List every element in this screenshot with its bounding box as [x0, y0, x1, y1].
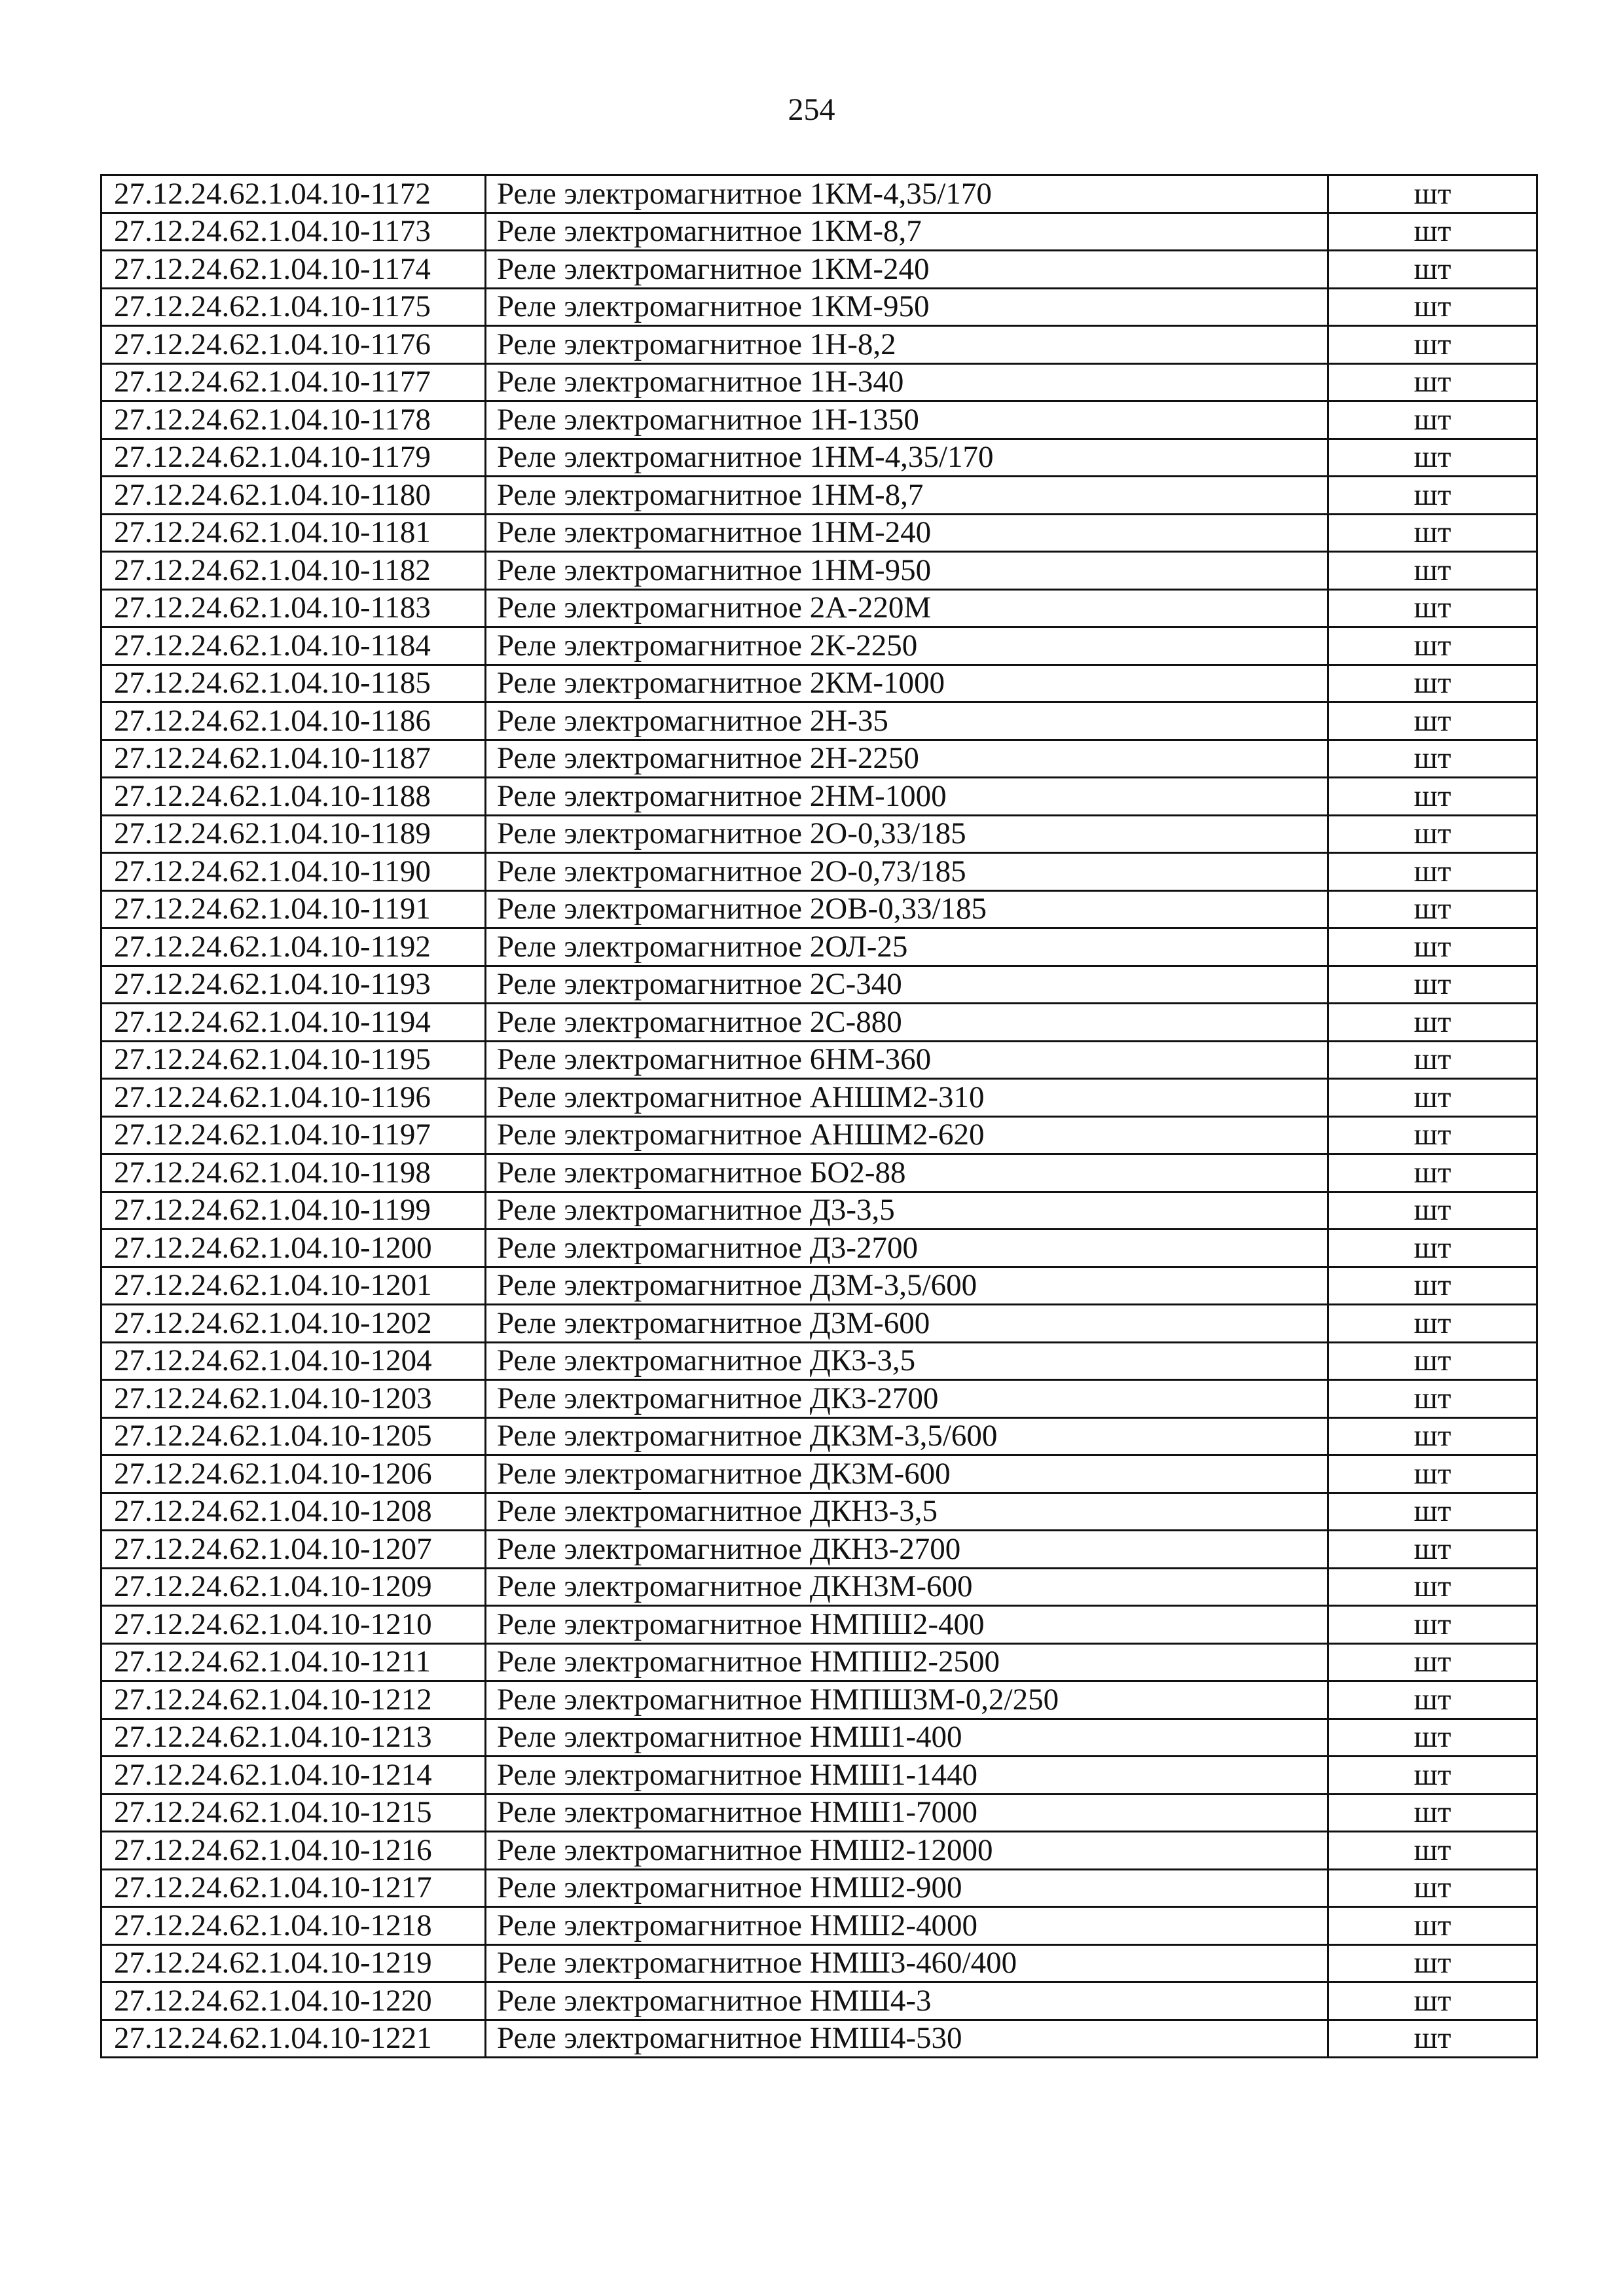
- table-row: [101, 1380, 1537, 1418]
- code-cell: 27.12.24.62.1.04.10-1208: [101, 1493, 486, 1531]
- code-cell: 27.12.24.62.1.04.10-1189: [101, 815, 486, 853]
- name-cell: Реле электромагнитное НМШ1-400: [486, 1719, 1328, 1757]
- name-cell: Реле электромагнитное НМПШ2-2500: [486, 1643, 1328, 1681]
- code-cell: 27.12.24.62.1.04.10-1177: [101, 363, 486, 401]
- name-cell: Реле электромагнитное АНШМ2-620: [486, 1116, 1328, 1154]
- name-cell: Реле электромагнитное 2О-0,33/185: [486, 815, 1328, 853]
- code-cell: 27.12.24.62.1.04.10-1221: [101, 2020, 486, 2058]
- unit-cell: шт: [1328, 251, 1537, 289]
- name-cell: Реле электромагнитное 1КМ-240: [486, 251, 1328, 289]
- code-cell: 27.12.24.62.1.04.10-1176: [101, 326, 486, 364]
- code-cell: 27.12.24.62.1.04.10-1216: [101, 1832, 486, 1870]
- unit-cell: шт: [1328, 1079, 1537, 1117]
- table-row: [101, 966, 1537, 1004]
- unit-cell: шт: [1328, 740, 1537, 778]
- table-row: [101, 251, 1537, 289]
- table-row: [101, 1493, 1537, 1531]
- code-cell: 27.12.24.62.1.04.10-1178: [101, 401, 486, 439]
- unit-cell: шт: [1328, 1606, 1537, 1644]
- unit-cell: шт: [1328, 815, 1537, 853]
- code-cell: 27.12.24.62.1.04.10-1193: [101, 966, 486, 1004]
- name-cell: Реле электромагнитное ДКН3-3,5: [486, 1493, 1328, 1531]
- name-cell: Реле электромагнитное НМШ1-1440: [486, 1757, 1328, 1795]
- code-cell: 27.12.24.62.1.04.10-1210: [101, 1606, 486, 1644]
- table-body: [101, 175, 1537, 2058]
- unit-cell: шт: [1328, 1907, 1537, 1945]
- table-row: [101, 552, 1537, 590]
- table-row: [101, 477, 1537, 515]
- unit-cell: шт: [1328, 853, 1537, 891]
- name-cell: Реле электромагнитное 1Н-340: [486, 363, 1328, 401]
- code-cell: 27.12.24.62.1.04.10-1211: [101, 1643, 486, 1681]
- unit-cell: шт: [1328, 213, 1537, 251]
- table-row: [101, 1757, 1537, 1795]
- table-row: [101, 778, 1537, 816]
- name-cell: Реле электромагнитное 1КМ-8,7: [486, 213, 1328, 251]
- table-row: [101, 740, 1537, 778]
- unit-cell: шт: [1328, 1041, 1537, 1079]
- unit-cell: шт: [1328, 1794, 1537, 1832]
- unit-cell: шт: [1328, 401, 1537, 439]
- unit-cell: шт: [1328, 2020, 1537, 2058]
- name-cell: Реле электромагнитное АНШМ2-310: [486, 1079, 1328, 1117]
- unit-cell: шт: [1328, 1681, 1537, 1719]
- table-row: [101, 1041, 1537, 1079]
- page-number: 254: [788, 92, 835, 127]
- name-cell: Реле электромагнитное 1КМ-950: [486, 288, 1328, 326]
- unit-cell: шт: [1328, 1531, 1537, 1569]
- code-cell: 27.12.24.62.1.04.10-1215: [101, 1794, 486, 1832]
- name-cell: Реле электромагнитное НМШ4-530: [486, 2020, 1328, 2058]
- code-cell: 27.12.24.62.1.04.10-1182: [101, 552, 486, 590]
- code-cell: 27.12.24.62.1.04.10-1187: [101, 740, 486, 778]
- name-cell: Реле электромагнитное 1НМ-4,35/170: [486, 439, 1328, 477]
- table-row: [101, 514, 1537, 552]
- name-cell: Реле электромагнитное 2Н-2250: [486, 740, 1328, 778]
- unit-cell: шт: [1328, 1417, 1537, 1455]
- table-row: [101, 1267, 1537, 1305]
- table-row: [101, 589, 1537, 627]
- code-cell: 27.12.24.62.1.04.10-1199: [101, 1192, 486, 1230]
- unit-cell: шт: [1328, 1305, 1537, 1343]
- product-code-table: [100, 174, 1538, 2058]
- code-cell: 27.12.24.62.1.04.10-1202: [101, 1305, 486, 1343]
- unit-cell: шт: [1328, 928, 1537, 966]
- name-cell: Реле электромагнитное 2С-340: [486, 966, 1328, 1004]
- unit-cell: шт: [1328, 702, 1537, 740]
- table-row: [101, 853, 1537, 891]
- table-row: [101, 1455, 1537, 1493]
- unit-cell: шт: [1328, 175, 1537, 213]
- code-cell: 27.12.24.62.1.04.10-1183: [101, 589, 486, 627]
- unit-cell: шт: [1328, 966, 1537, 1004]
- name-cell: Реле электромагнитное НМПШ2-400: [486, 1606, 1328, 1644]
- name-cell: Реле электромагнитное ДК3-3,5: [486, 1342, 1328, 1380]
- table-row: [101, 175, 1537, 213]
- code-cell: 27.12.24.62.1.04.10-1198: [101, 1154, 486, 1192]
- name-cell: Реле электромагнитное НМШ4-3: [486, 1982, 1328, 2020]
- unit-cell: шт: [1328, 1380, 1537, 1418]
- code-cell: 27.12.24.62.1.04.10-1191: [101, 890, 486, 928]
- unit-cell: шт: [1328, 890, 1537, 928]
- code-cell: 27.12.24.62.1.04.10-1209: [101, 1568, 486, 1606]
- name-cell: Реле электромагнитное 2О-0,73/185: [486, 853, 1328, 891]
- table-row: [101, 401, 1537, 439]
- unit-cell: шт: [1328, 665, 1537, 702]
- code-cell: 27.12.24.62.1.04.10-1206: [101, 1455, 486, 1493]
- table-row: [101, 213, 1537, 251]
- table-row: [101, 1230, 1537, 1267]
- table-row: [101, 890, 1537, 928]
- table-row: [101, 1907, 1537, 1945]
- unit-cell: шт: [1328, 627, 1537, 665]
- unit-cell: шт: [1328, 1192, 1537, 1230]
- name-cell: Реле электромагнитное 1Н-8,2: [486, 326, 1328, 364]
- table-row: [101, 326, 1537, 364]
- name-cell: Реле электромагнитное 1НМ-950: [486, 552, 1328, 590]
- unit-cell: шт: [1328, 363, 1537, 401]
- name-cell: Реле электромагнитное 1Н-1350: [486, 401, 1328, 439]
- unit-cell: шт: [1328, 552, 1537, 590]
- code-cell: 27.12.24.62.1.04.10-1203: [101, 1380, 486, 1418]
- table-row: [101, 1004, 1537, 1042]
- name-cell: Реле электромагнитное 2ОВ-0,33/185: [486, 890, 1328, 928]
- name-cell: Реле электромагнитное НМШ2-12000: [486, 1832, 1328, 1870]
- unit-cell: шт: [1328, 288, 1537, 326]
- code-cell: 27.12.24.62.1.04.10-1212: [101, 1681, 486, 1719]
- code-cell: 27.12.24.62.1.04.10-1179: [101, 439, 486, 477]
- code-cell: 27.12.24.62.1.04.10-1197: [101, 1116, 486, 1154]
- table-row: [101, 1832, 1537, 1870]
- table-row: [101, 363, 1537, 401]
- code-cell: 27.12.24.62.1.04.10-1213: [101, 1719, 486, 1757]
- name-cell: Реле электромагнитное ДКН3-2700: [486, 1531, 1328, 1569]
- name-cell: Реле электромагнитное БО2-88: [486, 1154, 1328, 1192]
- table-row: [101, 1869, 1537, 1907]
- name-cell: Реле электромагнитное Д3М-3,5/600: [486, 1267, 1328, 1305]
- table-row: [101, 1719, 1537, 1757]
- name-cell: Реле электромагнитное 2С-880: [486, 1004, 1328, 1042]
- table-row: [101, 1568, 1537, 1606]
- name-cell: Реле электромагнитное 1НМ-240: [486, 514, 1328, 552]
- name-cell: Реле электромагнитное ДК3М-3,5/600: [486, 1417, 1328, 1455]
- unit-cell: шт: [1328, 1757, 1537, 1795]
- table-row: [101, 815, 1537, 853]
- unit-cell: шт: [1328, 1944, 1537, 1982]
- table-row: [101, 1154, 1537, 1192]
- name-cell: Реле электромагнитное ДК3М-600: [486, 1455, 1328, 1493]
- unit-cell: шт: [1328, 1832, 1537, 1870]
- table-row: [101, 1606, 1537, 1644]
- code-cell: 27.12.24.62.1.04.10-1180: [101, 477, 486, 515]
- table-row: [101, 928, 1537, 966]
- name-cell: Реле электромагнитное 2КМ-1000: [486, 665, 1328, 702]
- unit-cell: шт: [1328, 1643, 1537, 1681]
- name-cell: Реле электромагнитное 2К-2250: [486, 627, 1328, 665]
- table-row: [101, 1794, 1537, 1832]
- table-row: [101, 702, 1537, 740]
- unit-cell: шт: [1328, 589, 1537, 627]
- code-cell: 27.12.24.62.1.04.10-1196: [101, 1079, 486, 1117]
- code-cell: 27.12.24.62.1.04.10-1220: [101, 1982, 486, 2020]
- unit-cell: шт: [1328, 439, 1537, 477]
- code-cell: 27.12.24.62.1.04.10-1205: [101, 1417, 486, 1455]
- unit-cell: шт: [1328, 1869, 1537, 1907]
- code-cell: 27.12.24.62.1.04.10-1207: [101, 1531, 486, 1569]
- name-cell: Реле электромагнитное НМШ2-4000: [486, 1907, 1328, 1945]
- unit-cell: шт: [1328, 1004, 1537, 1042]
- name-cell: Реле электромагнитное ДКН3М-600: [486, 1568, 1328, 1606]
- code-cell: 27.12.24.62.1.04.10-1192: [101, 928, 486, 966]
- code-cell: 27.12.24.62.1.04.10-1184: [101, 627, 486, 665]
- code-cell: 27.12.24.62.1.04.10-1194: [101, 1004, 486, 1042]
- name-cell: Реле электромагнитное НМШ3-460/400: [486, 1944, 1328, 1982]
- unit-cell: шт: [1328, 1455, 1537, 1493]
- unit-cell: шт: [1328, 1982, 1537, 2020]
- table-row: [101, 1192, 1537, 1230]
- table-row: [101, 1982, 1537, 2020]
- table-row: [101, 1681, 1537, 1719]
- unit-cell: шт: [1328, 477, 1537, 515]
- name-cell: Реле электромагнитное Д3-2700: [486, 1230, 1328, 1267]
- unit-cell: шт: [1328, 778, 1537, 816]
- code-cell: 27.12.24.62.1.04.10-1218: [101, 1907, 486, 1945]
- table-row: [101, 1342, 1537, 1380]
- code-cell: 27.12.24.62.1.04.10-1204: [101, 1342, 486, 1380]
- code-cell: 27.12.24.62.1.04.10-1200: [101, 1230, 486, 1267]
- name-cell: Реле электромагнитное НМШ1-7000: [486, 1794, 1328, 1832]
- code-cell: 27.12.24.62.1.04.10-1201: [101, 1267, 486, 1305]
- unit-cell: шт: [1328, 1154, 1537, 1192]
- table-row: [101, 1305, 1537, 1343]
- code-cell: 27.12.24.62.1.04.10-1175: [101, 288, 486, 326]
- code-cell: 27.12.24.62.1.04.10-1195: [101, 1041, 486, 1079]
- name-cell: Реле электромагнитное НМПШ3М-0,2/250: [486, 1681, 1328, 1719]
- name-cell: Реле электромагнитное 2Н-35: [486, 702, 1328, 740]
- table-row: [101, 1643, 1537, 1681]
- unit-cell: шт: [1328, 1116, 1537, 1154]
- name-cell: Реле электромагнитное 1КМ-4,35/170: [486, 175, 1328, 213]
- code-cell: 27.12.24.62.1.04.10-1172: [101, 175, 486, 213]
- code-cell: 27.12.24.62.1.04.10-1173: [101, 213, 486, 251]
- code-cell: 27.12.24.62.1.04.10-1181: [101, 514, 486, 552]
- name-cell: Реле электромагнитное 2А-220М: [486, 589, 1328, 627]
- name-cell: Реле электромагнитное 2ОЛ-25: [486, 928, 1328, 966]
- name-cell: Реле электромагнитное Д3-3,5: [486, 1192, 1328, 1230]
- unit-cell: шт: [1328, 1267, 1537, 1305]
- unit-cell: шт: [1328, 1230, 1537, 1267]
- table-row: [101, 627, 1537, 665]
- code-cell: 27.12.24.62.1.04.10-1174: [101, 251, 486, 289]
- name-cell: Реле электромагнитное 6НМ-360: [486, 1041, 1328, 1079]
- unit-cell: шт: [1328, 1568, 1537, 1606]
- unit-cell: шт: [1328, 1493, 1537, 1531]
- table-row: [101, 1417, 1537, 1455]
- name-cell: Реле электромагнитное 1НМ-8,7: [486, 477, 1328, 515]
- unit-cell: шт: [1328, 514, 1537, 552]
- table-row: [101, 288, 1537, 326]
- code-cell: 27.12.24.62.1.04.10-1190: [101, 853, 486, 891]
- table-row: [101, 439, 1537, 477]
- code-cell: 27.12.24.62.1.04.10-1188: [101, 778, 486, 816]
- unit-cell: шт: [1328, 1719, 1537, 1757]
- table-row: [101, 1944, 1537, 1982]
- name-cell: Реле электромагнитное ДК3-2700: [486, 1380, 1328, 1418]
- name-cell: Реле электромагнитное 2НМ-1000: [486, 778, 1328, 816]
- unit-cell: шт: [1328, 1342, 1537, 1380]
- name-cell: Реле электромагнитное Д3М-600: [486, 1305, 1328, 1343]
- table-row: [101, 1116, 1537, 1154]
- unit-cell: шт: [1328, 326, 1537, 364]
- code-cell: 27.12.24.62.1.04.10-1217: [101, 1869, 486, 1907]
- code-cell: 27.12.24.62.1.04.10-1186: [101, 702, 486, 740]
- table-row: [101, 1531, 1537, 1569]
- table-row: [101, 1079, 1537, 1117]
- name-cell: Реле электромагнитное НМШ2-900: [486, 1869, 1328, 1907]
- code-cell: 27.12.24.62.1.04.10-1219: [101, 1944, 486, 1982]
- code-cell: 27.12.24.62.1.04.10-1214: [101, 1757, 486, 1795]
- table-row: [101, 2020, 1537, 2058]
- code-cell: 27.12.24.62.1.04.10-1185: [101, 665, 486, 702]
- table-row: [101, 665, 1537, 702]
